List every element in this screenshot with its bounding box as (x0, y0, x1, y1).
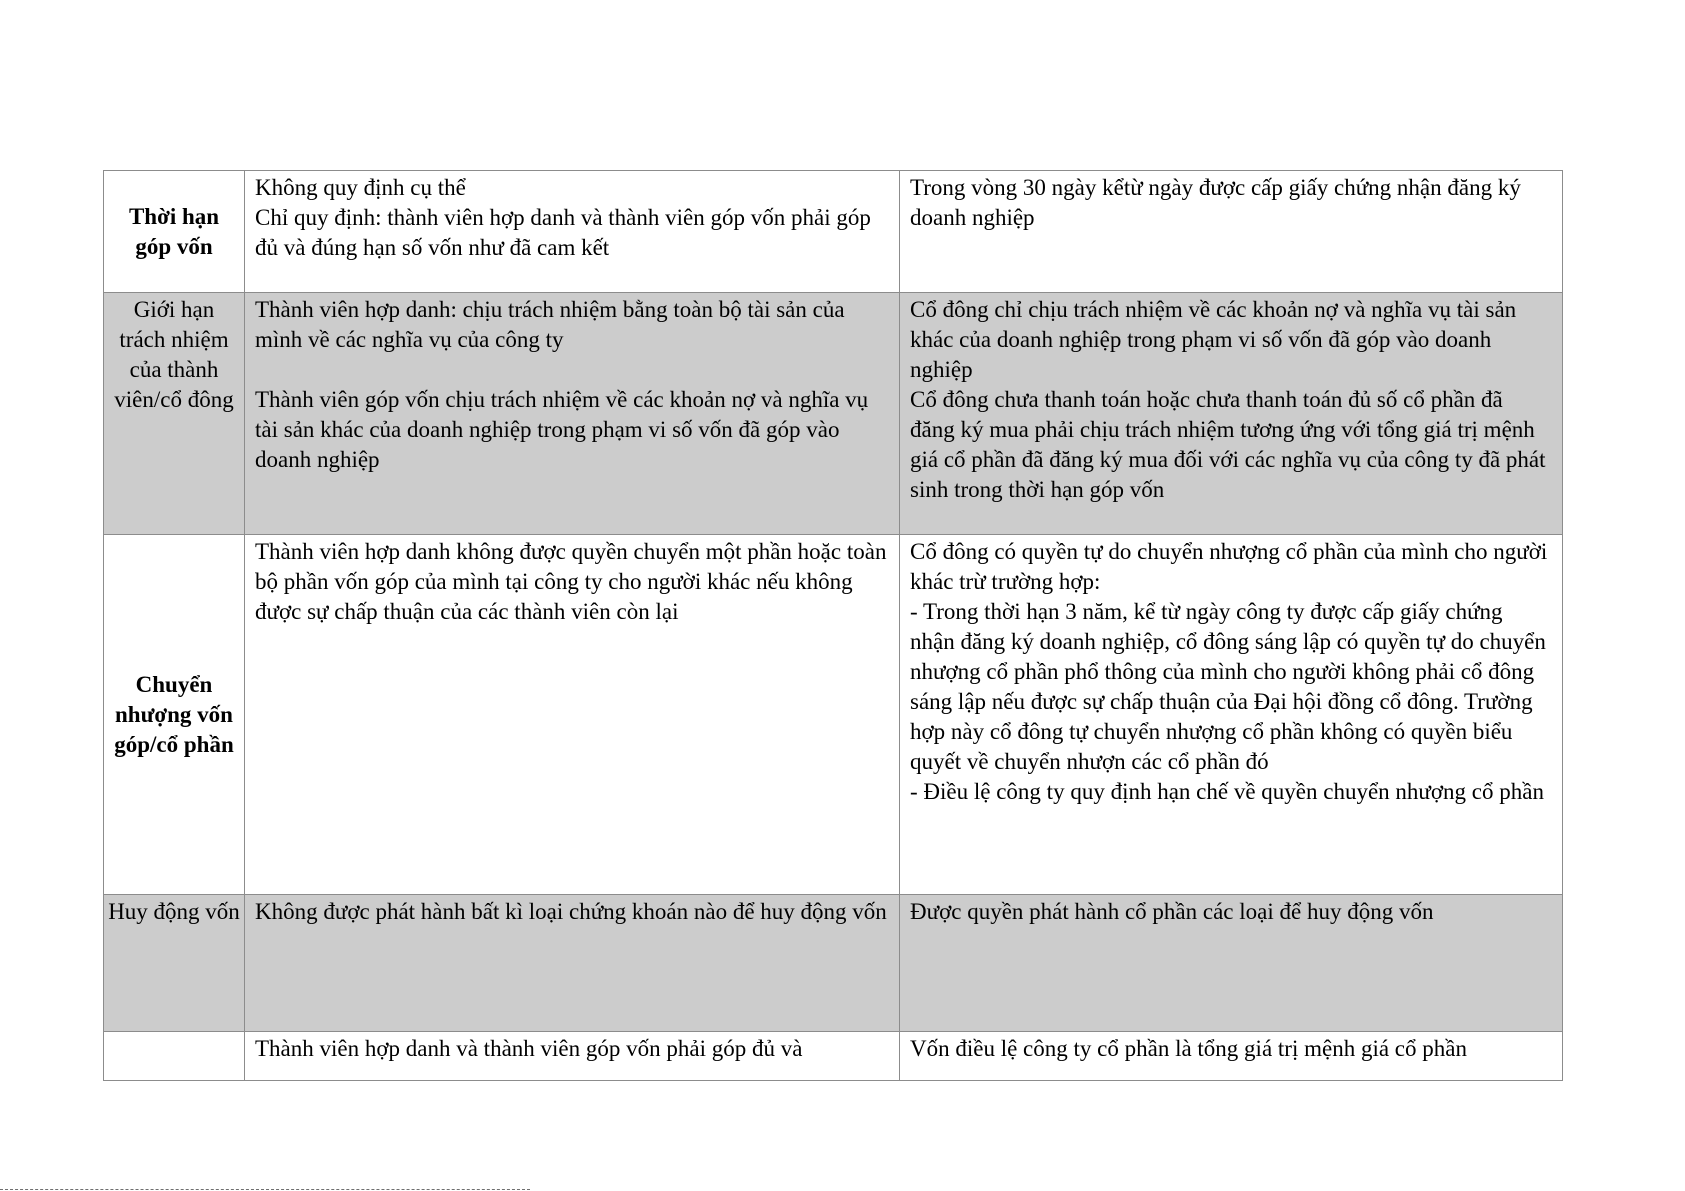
table-row-chuyen-nhuong (104, 535, 1563, 895)
joint-stock-cell: Trong vòng 30 ngày kểtừ ngày được cấp giấy chứng nhận đăng ký doanh nghiệp (900, 171, 1563, 293)
joint-stock-cell: Cổ đông chỉ chịu trách nhiệm về các khoản nợ và nghĩa vụ tài sản khác của doanh nghiệp trong phạm vi số vốn đã góp vào doanh nghiệp Cổ đông chưa thanh toán hoặc chưa thanh toán đủ số cổ phần đã đăng ký mua phải chịu trách nhiệm tương ứng với tổng giá trị mệnh giá cổ phần đã đăng ký mua đối với các nghĩa vụ của công ty đã phát sinh trong thời hạn góp vốn (900, 293, 1563, 535)
table-row-von-dieu-le (104, 1032, 1563, 1081)
partnership-cell: Thành viên hợp danh: chịu trách nhiệm bằng toàn bộ tài sản của mình về các nghĩa vụ của công ty Thành viên góp vốn chịu trách nhiệm về các khoản nợ và nghĩa vụ tài sản khác của doanh nghiệp trong phạm vi số vốn đã góp vào doanh nghiệp (245, 293, 900, 535)
comparison-table (103, 170, 1563, 1081)
row-label: Giới hạn trách nhiệm của thành viên/cổ đông (104, 293, 245, 535)
partnership-cell: Không được phát hành bất kì loại chứng khoán nào để huy động vốn (245, 895, 900, 1032)
joint-stock-cell: Vốn điều lệ công ty cổ phần là tổng giá trị mệnh giá cổ phần (900, 1032, 1563, 1081)
joint-stock-cell: Được quyền phát hành cổ phần các loại để huy động vốn (900, 895, 1563, 1032)
partnership-cell: Không quy định cụ thể Chỉ quy định: thành viên hợp danh và thành viên góp vốn phải góp đủ và đúng hạn số vốn như đã cam kết (245, 171, 900, 293)
row-label (104, 1032, 245, 1081)
table-row-thoi-han-gop-von (104, 171, 1563, 293)
partnership-cell: Thành viên hợp danh và thành viên góp vốn phải góp đủ và (245, 1032, 900, 1081)
row-label: Huy động vốn (104, 895, 245, 1032)
table-row-gioi-han-trach-nhiem (104, 293, 1563, 535)
partnership-cell: Thành viên hợp danh không được quyền chuyển một phần hoặc toàn bộ phần vốn góp của mình tại công ty cho người khác nếu không được sự chấp thuận của các thành viên còn lại (245, 535, 900, 895)
row-label: Chuyển nhượng vốn góp/cổ phần (104, 535, 245, 895)
row-label: Thời hạn góp vốn (104, 171, 245, 293)
joint-stock-cell: Cổ đông có quyền tự do chuyển nhượng cổ phần của mình cho người khác trừ trường hợp: - Trong thời hạn 3 năm, kể từ ngày công ty được cấp giấy chứng nhận đăng ký doanh nghiệp, cổ đông sáng lập có quyền tự do chuyển nhượng cổ phần phổ thông của mình cho người không phải cổ đông sáng lập nếu được sự chấp thuận của Đại hội đồng cổ đông. Trường hợp này cổ đông tự chuyển nhượng cổ phần không có quyền biểu quyết về chuyển nhượn các cổ phần đó - Điều lệ công ty quy định hạn chế về quyền chuyển nhượng cổ phần (900, 535, 1563, 895)
table-row-huy-dong-von (104, 895, 1563, 1032)
